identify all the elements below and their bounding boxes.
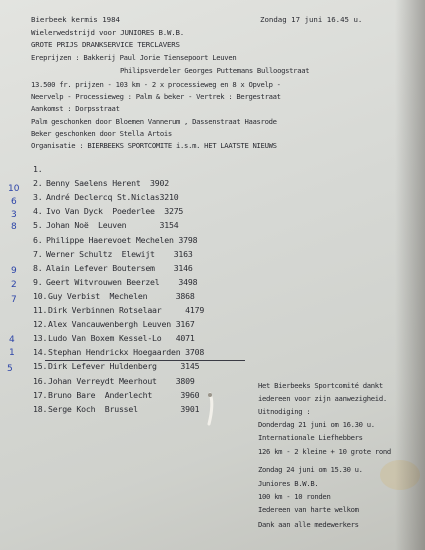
- handwritten-mark: 2: [11, 280, 17, 290]
- result-rider: Alex Vancauwenbergh Leuven 3167: [48, 319, 195, 330]
- result-row: [33, 320, 195, 329]
- result-position: 5.: [33, 220, 43, 231]
- result-rider: Stephan Hendrickx Hoegaarden 3708: [48, 347, 205, 358]
- notice-line-3: Uitnodiging :: [258, 407, 311, 416]
- result-position: 8.: [33, 262, 43, 273]
- result-position: 4.: [33, 206, 43, 217]
- result-rider: Geert Witvrouwen Beerzel 3498: [46, 276, 198, 287]
- result-row: [33, 193, 178, 202]
- result-position: 6.: [33, 234, 43, 245]
- header-line-8: Aankomst : Dorpsstraat: [31, 104, 120, 113]
- handwritten-mark: 6: [11, 197, 17, 207]
- result-rider: Ivo Van Dyck Poederlee 3275: [46, 206, 184, 217]
- result-position: 12.: [33, 319, 48, 330]
- result-row: [33, 264, 193, 273]
- header-line-11: Organisatie : BIERBEEKS SPORTCOMITE i.s.m. HET LAATSTE NIEUWS: [31, 141, 277, 150]
- result-rider: Johan Verreydt Meerhout 3809: [48, 375, 195, 386]
- result-row: [33, 391, 199, 400]
- result-rider: Johan Noë Leuven 3154: [46, 220, 179, 231]
- result-rider: Dirk Lefever Huldenberg 3145: [48, 361, 200, 372]
- result-rider: Ludo Van Boxem Kessel-Lo 4071: [48, 333, 195, 344]
- result-row: [33, 334, 195, 343]
- notice-line-11: Dank aan alle medewerkers: [258, 520, 359, 529]
- result-position: 14.: [33, 347, 48, 358]
- result-position: 7.: [33, 248, 43, 259]
- header-line-2: Wielerwedstrijd voor JUNIORES B.W.B.: [31, 28, 184, 37]
- result-rider: Dirk Verbinnen Rotselaar 4179: [48, 305, 205, 315]
- header-line-10: Beker geschonken door Stella Artois: [31, 129, 172, 138]
- result-row: [33, 292, 195, 301]
- result-row: [33, 165, 46, 174]
- header-line-7: Neervelp - Processieweg : Palm & beker - Vertrek : Bergestraat: [31, 92, 281, 101]
- result-rider: Philippe Haerevoet Mechelen 3798: [46, 234, 198, 245]
- notice-line-2: iedereen voor zijn aanwezigheid.: [258, 394, 387, 403]
- result-row: [33, 179, 169, 188]
- pin-mark-icon: [203, 392, 217, 426]
- result-rider: Benny Saelens Herent 3902: [46, 178, 169, 189]
- result-position: 3.: [33, 192, 43, 203]
- result-position: 18.: [33, 403, 48, 414]
- result-row: [33, 236, 197, 245]
- header-line-4: Ereprijzen : Bakkerij Paul Jorie Tiensepoort Leuven: [31, 53, 237, 62]
- result-position: 2.: [33, 178, 43, 189]
- header-line-6: 13.500 fr. prijzen - 103 km - 2 x processieweg en 8 x Opvelp -: [31, 80, 281, 89]
- notice-line-1: Het Bierbeeks Sportcomité dankt: [258, 381, 383, 390]
- header-left: Bierbeek kermis 1984: [31, 15, 120, 24]
- handwritten-mark: 3: [11, 210, 17, 220]
- result-position: 1.: [33, 164, 43, 174]
- result-row: [33, 221, 178, 230]
- result-row: [33, 306, 204, 315]
- result-position: 11.: [33, 305, 48, 315]
- header-line-9: Palm geschonken door Bloemen Vannerum , Dassenstraat Haasrode: [31, 117, 277, 126]
- header-right: Zondag 17 juni 16.45 u.: [260, 15, 363, 24]
- handwritten-mark: 7: [11, 295, 17, 305]
- notice-line-4: Donderdag 21 juni om 16.30 u.: [258, 420, 375, 429]
- result-rider: André Declercq St.Niclas3210: [46, 192, 179, 203]
- result-rider: Alain Lefever Boutersem 3146: [46, 262, 193, 273]
- notice-line-8: Juniores B.W.B.: [258, 479, 319, 488]
- result-row: [33, 207, 183, 216]
- result-position: 17.: [33, 389, 48, 400]
- result-row: [33, 377, 195, 386]
- header-line-5: Philipsverdeler Georges Puttemans Bulloogstraat: [120, 66, 310, 75]
- notice-line-9: 100 km - 10 ronden: [258, 492, 331, 501]
- notice-line-5: Internationale Liefhebbers: [258, 433, 363, 442]
- result-row: [33, 250, 193, 259]
- result-position: 16.: [33, 375, 48, 386]
- result-row: [33, 362, 199, 371]
- paper-stain: [380, 460, 420, 490]
- result-row: [33, 348, 204, 357]
- header-line-3: GROTE PRIJS DRANKSERVICE TERCLAVERS: [31, 40, 180, 49]
- handwritten-mark: 5: [7, 364, 13, 374]
- result-row: [33, 405, 199, 414]
- result-position: 9.: [33, 276, 43, 287]
- handwritten-mark: 9: [11, 266, 17, 276]
- handwritten-mark: 8: [11, 222, 17, 232]
- result-position: 15.: [33, 361, 48, 372]
- handwritten-mark: 10: [8, 184, 20, 194]
- handwritten-mark: 4: [9, 335, 15, 345]
- result-position: 13.: [33, 333, 48, 344]
- result-position: 10.: [33, 290, 48, 301]
- result-rider: Bruno Bare Anderlecht 3960: [48, 389, 200, 400]
- notice-line-6: 126 km - 2 kleine + 10 grote rond: [258, 447, 391, 456]
- result-rider: Guy Verbist Mechelen 3868: [48, 290, 195, 301]
- notice-line-10: Iedereen van harte welkom: [258, 505, 359, 514]
- result-rider: Serge Koch Brussel 3901: [48, 403, 200, 414]
- handwritten-mark: 1: [9, 348, 15, 358]
- result-row: [33, 278, 197, 287]
- notice-line-7: Zondag 24 juni om 15.30 u.: [258, 465, 363, 474]
- row-underline: [45, 360, 245, 361]
- result-rider: Werner Schultz Elewijt 3163: [46, 248, 193, 259]
